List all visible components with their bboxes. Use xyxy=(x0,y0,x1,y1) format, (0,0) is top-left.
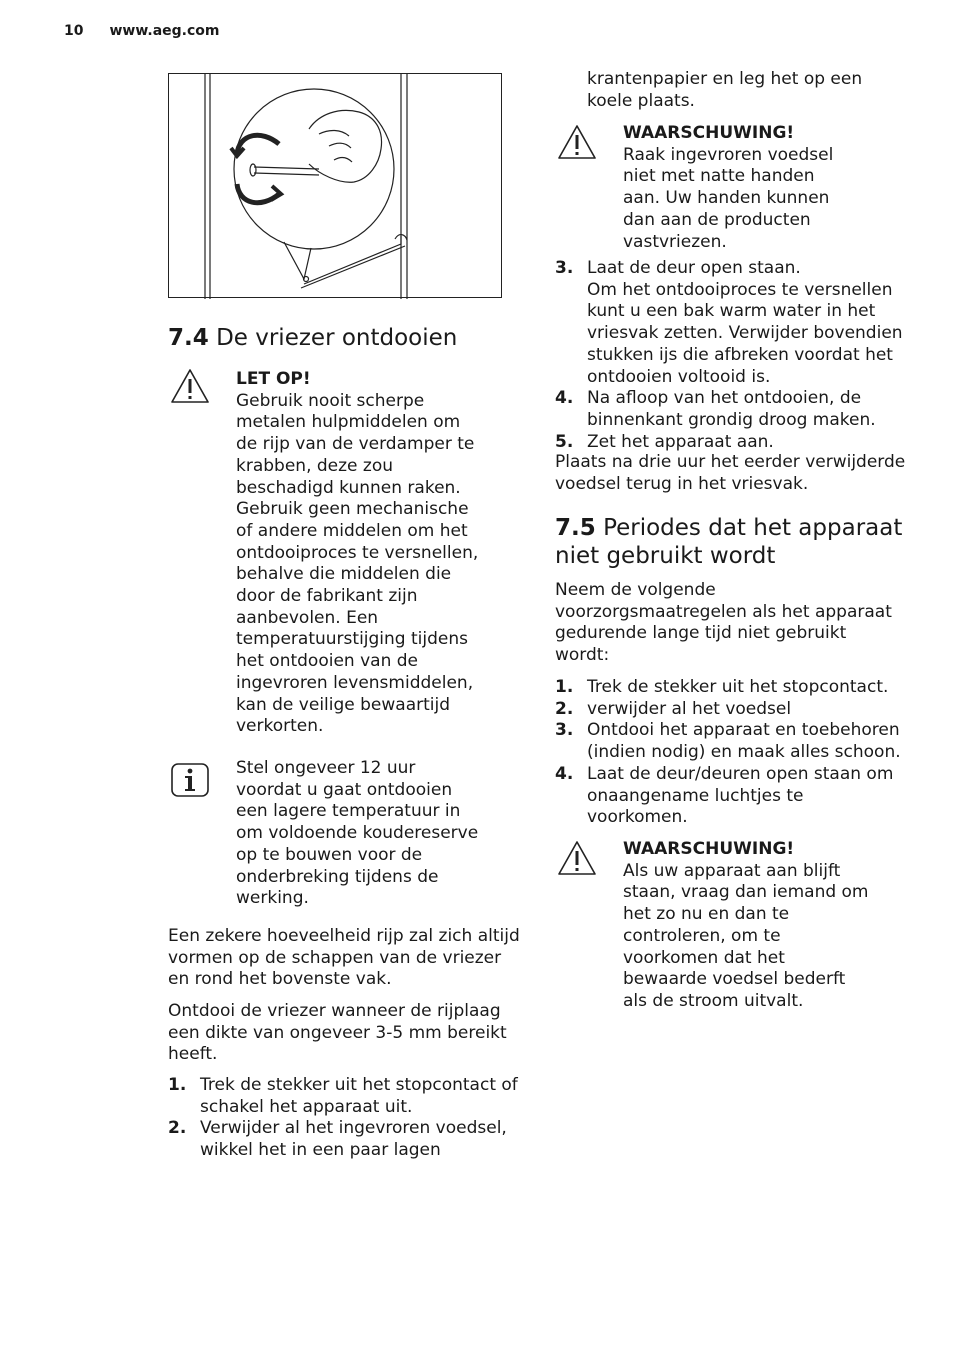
warning-notice-wet-hands: WAARSCHUWING! Raak ingevroren voedsel niet met natte handen aan. Uw handen kunnen dan aan de producten vastvriezen. xyxy=(623,123,913,253)
list-item: 3. Ontdooi het apparaat en toebehoren (indien nodig) en maak alles schoon. xyxy=(555,720,901,763)
drain-cleaning-drawing xyxy=(169,74,503,299)
caution-line: de rijp van de verdamper te xyxy=(236,434,475,455)
paragraph-line: heeft. xyxy=(168,1044,218,1065)
step2-continuation: krantenpapier en leg het op een koele plaats. xyxy=(587,69,863,111)
list-item: 4. Na afloop van het ontdooien, de binnenkant grondig droog maken. xyxy=(555,388,876,430)
warning-label: WAARSCHUWING! xyxy=(623,839,795,859)
caution-line: of andere middelen om het xyxy=(236,520,468,541)
caution-line: aanbevolen. Een xyxy=(236,607,379,628)
section-7-4-heading: 7.4 De vriezer ontdooien xyxy=(168,325,458,351)
list-item: 1. Trek de stekker uit het stopcontact. xyxy=(555,677,889,697)
paragraph-line: Een zekere hoeveelheid rijp zal zich altijd xyxy=(168,926,520,946)
warning-label: WAARSCHUWING! xyxy=(623,123,795,143)
list-item: 4. Laat de deur/deuren open staan om onaangename luchtjes te voorkomen. xyxy=(555,763,894,828)
paragraph-line: een dikte van ongeveer 3-5 mm bereikt xyxy=(168,1022,507,1043)
page-number: 10 xyxy=(64,23,84,39)
info-line: een lagere temperatuur in xyxy=(236,801,461,822)
info-line: werking. xyxy=(236,888,309,909)
caution-label: LET OP! xyxy=(236,369,311,389)
caution-line: krabben, deze zou xyxy=(236,455,394,476)
caution-line: ingevroren levensmiddelen, xyxy=(236,672,474,693)
caution-warning-icon xyxy=(170,368,210,404)
list-item: 5. Zet het apparaat aan. xyxy=(555,431,774,452)
section-7-5-intro: Neem de volgende voorzorgsmaatregelen als het apparaat gedurende lange tijd niet gebruikt wordt: xyxy=(555,580,892,666)
info-line: Stel ongeveer 12 uur xyxy=(236,758,416,778)
list-item: 3. Laat de deur open staan. Om het ontdooiproces te versnellen kunt u een bak warm water in het vriesvak zetten. Verwijder bovendien stukken ijs die afbreken voordat het ontdooien voltooid is. xyxy=(555,258,903,387)
info-line: onderbreking tijdens de xyxy=(236,866,439,887)
info-line: op te bouwen voor de xyxy=(236,844,423,865)
info-line: om voldoende koudereserve xyxy=(236,823,479,844)
defrost-steps-right xyxy=(555,258,915,453)
list-item: 2. Verwijder al het ingevroren voedsel, wikkel het in een paar lagen xyxy=(168,1118,507,1161)
caution-line: beschadigd kunnen raken. xyxy=(236,477,461,498)
caution-line: temperatuurstijging tijdens xyxy=(236,629,468,650)
caution-line: Gebruik nooit scherpe xyxy=(236,390,425,411)
caution-notice xyxy=(236,369,526,738)
paragraph-line: Ontdooi de vriezer wanneer de rijplaag xyxy=(168,1001,501,1021)
list-item: 1. Trek de stekker uit het stopcontact of schakel het apparaat uit. xyxy=(168,1075,518,1117)
caution-line: metalen hulpmiddelen om xyxy=(236,412,461,433)
warning-notice-appliance-on: WAARSCHUWING! Als uw apparaat aan blijft staan, vraag dan iemand om het zo nu en dan te controleren, om te voorkomen dat het bewaarde voedsel bederft als de stroom uitvalt. xyxy=(623,839,913,1013)
caution-line: Gebruik geen mechanische xyxy=(236,499,469,520)
defrost-drain-illustration xyxy=(168,73,502,298)
caution-line: verkorten. xyxy=(236,716,324,737)
paragraph-line: vormen op de schappen van de vriezer xyxy=(168,947,502,968)
defrost-when-paragraph xyxy=(168,1001,538,1066)
frost-paragraph xyxy=(168,926,538,991)
info-icon xyxy=(170,760,210,800)
header-url[interactable]: www.aeg.com xyxy=(109,23,220,39)
warning-icon xyxy=(557,124,597,160)
info-notice xyxy=(236,758,526,910)
defrost-steps-left xyxy=(168,1075,538,1162)
warning-icon xyxy=(557,840,597,876)
info-line: voordat u gaat ontdooien xyxy=(236,779,453,800)
paragraph-line: en rond het bovenste vak. xyxy=(168,969,392,990)
section-7-5-heading: 7.5 Periodes dat het apparaat niet gebruikt wordt xyxy=(555,515,903,569)
caution-line: ontdooiproces te versnellen, xyxy=(236,542,479,563)
storage-steps xyxy=(555,677,925,829)
caution-line: behalve die middelen die xyxy=(236,564,452,585)
caution-line: door de fabrikant zijn xyxy=(236,586,418,607)
caution-line: het ontdooien van de xyxy=(236,651,419,672)
caution-line: kan de veilige bewaartijd xyxy=(236,694,451,715)
closing-paragraph: Plaats na drie uur het eerder verwijderde voedsel terug in het vriesvak. xyxy=(555,452,906,494)
page-header xyxy=(64,23,220,39)
list-item: 2. verwijder al het voedsel xyxy=(555,698,792,719)
